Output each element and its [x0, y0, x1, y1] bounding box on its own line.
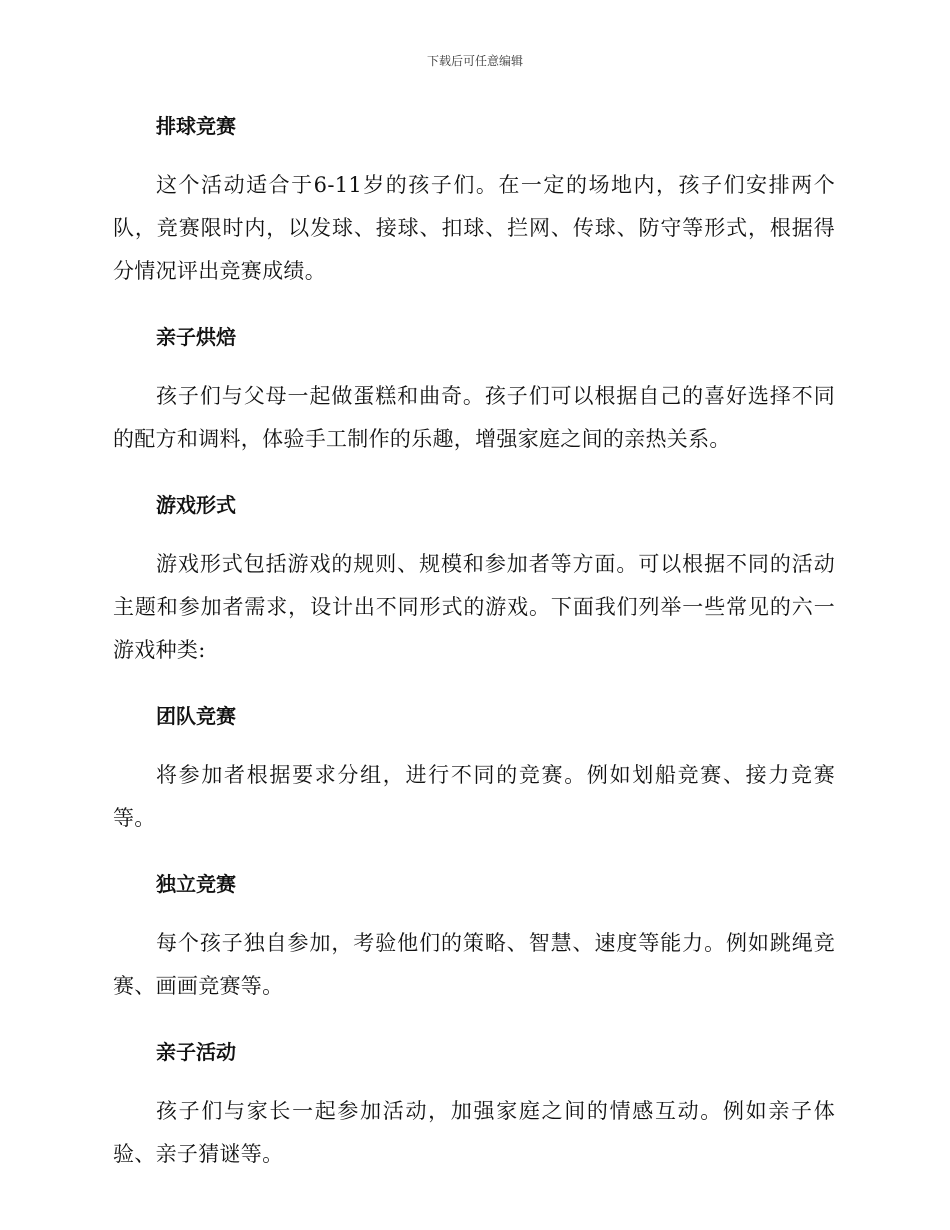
section-heading-game-format: 游戏形式 [156, 493, 236, 517]
section-paragraph-parent-child-activity: 孩子们与家长一起参加活动，加强家庭之间的情感互动。例如亲子体验、亲子猜谜等。 [113, 1099, 835, 1166]
section-paragraph-game-format: 游戏形式包括游戏的规则、规模和参加者等方面。可以根据不同的活动主题和参加者需求，设计出不同形式的游戏。下面我们列举一些常见的六一游戏种类: [113, 552, 835, 662]
section-paragraph-baking: 孩子们与父母一起做蛋糕和曲奇。孩子们可以根据自己的喜好选择不同的配方和调料，体验手工制作的乐趣，增强家庭之间的亲热关系。 [113, 384, 835, 451]
section-heading-individual-competition: 独立竞赛 [156, 872, 236, 896]
section-paragraph-individual-competition: 每个孩子独自参加，考验他们的策略、智慧、速度等能力。例如跳绳竞赛、画画竞赛等。 [113, 931, 835, 998]
section-heading-volleyball: 排球竞赛 [156, 114, 236, 138]
section-heading-team-competition: 团队竞赛 [156, 704, 236, 728]
section-heading-baking: 亲子烘焙 [156, 325, 236, 349]
section-paragraph-volleyball: 这个活动适合于6-11岁的孩子们。在一定的场地内，孩子们安排两个队，竞赛限时内，以发球、接球、扣球、拦网、传球、防守等形式，根据得分情况评出竞赛成绩。 [113, 173, 835, 283]
section-paragraph-team-competition: 将参加者根据要求分组，进行不同的竞赛。例如划船竞赛、接力竞赛等。 [113, 763, 835, 830]
page-header: 下载后可任意编辑 [426, 54, 523, 68]
section-heading-parent-child-activity: 亲子活动 [156, 1040, 236, 1064]
document-body [113, 110, 835, 1176]
